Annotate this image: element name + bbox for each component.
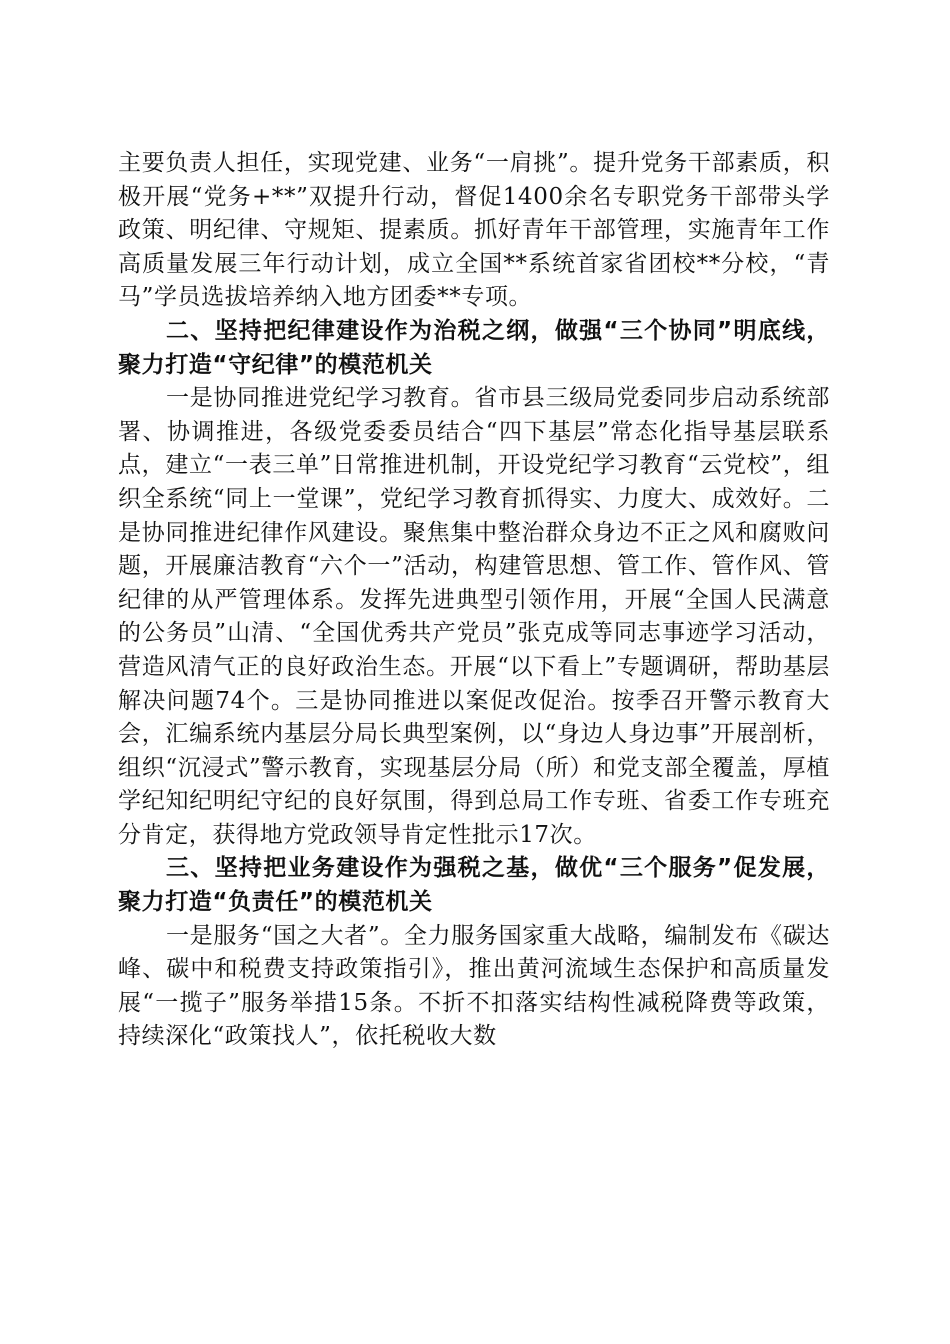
document-page bbox=[118, 147, 830, 1054]
section-heading-2: 二、坚持把纪律建设作为治税之纲，做强“三个协同”明底线，聚力打造“守纪律”的模范机关 bbox=[118, 317, 830, 378]
body-paragraph-1: 主要负责人担任，实现党建、业务“一肩挑”。提升党务干部素质，积极开展“党务+**”双提升行动，督促1400余名专职党务干部带头学政策、明纪律、守规矩、提素质。抓好青年干部管理，实施青年工作高质量发展三年行动计划，成立全国**系统首家省团校**分校，“青马”学员选拔培养纳入地方团委**专项。 bbox=[118, 150, 830, 311]
body-paragraph-2: 一是协同推进党纪学习教育。省市县三级局党委同步启动系统部署、协调推进，各级党委委员结合“四下基层”常态化指导基层联系点，建立“一表三单”日常推进机制，开设党纪学习教育“云党校”，组织全系统“同上一堂课”，党纪学习教育抓得实、力度大、成效好。二是协同推进纪律作风建设。聚焦集中整治群众身边不正之风和腐败问题，开展廉洁教育“六个一”活动，构建管思想、管工作、管作风、管纪律的从严管理体系。发挥先进典型引领作用，开展“全国人民满意的公务员”山清、“全国优秀共产党员”张克成等同志事迹学习活动，营造风清气正的良好政治生态。开展“以下看上”专题调研，帮助基层解决问题74个。三是协同推进以案促改促治。按季召开警示教育大会，汇编系统内基层分局长典型案例，以“身边人身边事”开展剖析，组织“沉浸式”警示教育，实现基层分局（所）和党支部全覆盖，厚植学纪知纪明纪守纪的良好氛围，得到总局工作专班、省委工作专班充分肯定，获得地方党政领导肯定性批示17次。 bbox=[118, 385, 830, 848]
section-heading-3: 三、坚持把业务建设作为强税之基，做优“三个服务”促发展，聚力打造“负责任”的模范机关 bbox=[118, 855, 830, 916]
body-paragraph-3: 一是服务“国之大者”。全力服务国家重大战略，编制发布《碳达峰、碳中和税费支持政策指引》，推出黄河流域生态保护和高质量发展“一揽子”服务举措15条。不折不扣落实结构性减税降费等政策，持续深化“政策找人”，依托税收大数 bbox=[118, 922, 830, 1050]
